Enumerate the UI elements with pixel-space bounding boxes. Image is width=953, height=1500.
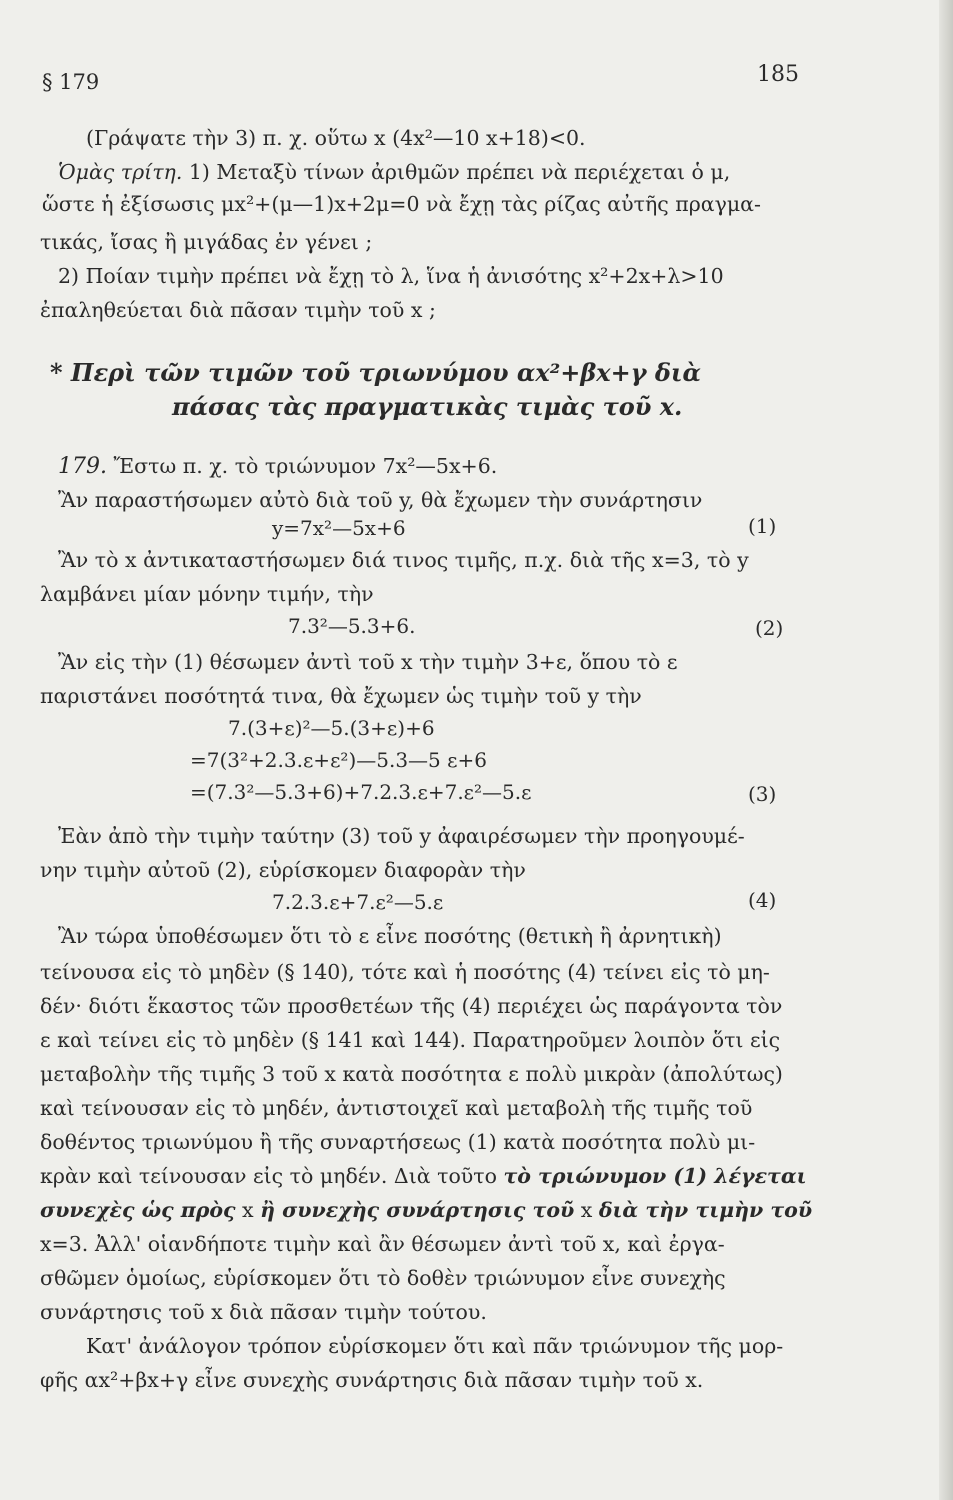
- exercise-group-line: [58, 158, 858, 186]
- text-line: ε καὶ τείνει εἰς τὸ μηδὲν (§ 141 καὶ 144). Παρατηροῦμεν λοιπὸν ὅτι εἰς: [40, 1028, 781, 1052]
- exercise-line: (Γράψατε τὴν 3) π. χ. οὕτω x (4x²—10 x+18)<0.: [86, 126, 586, 150]
- text-line: Ἂν τὸ x ἀντικαταστήσωμεν διά τινος τιμῆς, π.χ. διὰ τῆς x=3, τὸ y: [58, 548, 749, 572]
- text-line: Ἐὰν ἀπὸ τὴν τιμὴν ταύτην (3) τοῦ y ἀφαιρέσωμεν τὴν προηγουμέ-: [58, 824, 745, 848]
- page-edge-shadow: [939, 0, 953, 1500]
- equation-4-number: (4): [748, 888, 777, 912]
- text-line: συνάρτησις τοῦ x διὰ πᾶσαν τιμὴν τούτου.: [40, 1300, 487, 1324]
- text-line: παριστάνει ποσότητά τινα, θὰ ἔχωμεν ὡς τιμὴν τοῦ y τὴν: [40, 684, 642, 708]
- group-label: Ὁμὰς τρίτη.: [58, 160, 183, 184]
- exercise-line: ἐπαληθεύεται διὰ πᾶσαν τιμὴν τοῦ x ;: [40, 298, 436, 322]
- equation-1-number: (1): [748, 514, 777, 538]
- text-line: x=3. Ἀλλ' οἱανδήποτε τιμὴν καὶ ἂν θέσωμεν ἀντὶ τοῦ x, καὶ ἐργα-: [40, 1232, 725, 1256]
- group-line-rest: 1) Μεταξὺ τίνων ἀριθμῶν πρέπει νὰ περιέχεται ὁ μ,: [182, 160, 731, 184]
- equation-3b: =7(3²+2.3.ε+ε²)—5.3—5 ε+6: [190, 748, 487, 772]
- text-line: καὶ τείνουσαν εἰς τὸ μηδέν, ἀντιστοιχεῖ καὶ μεταβολὴ τῆς τιμῆς τοῦ: [40, 1096, 753, 1120]
- text-plain: x: [235, 1198, 261, 1222]
- paragraph-start: [58, 452, 858, 481]
- text-emphasis: ἢ συνεχὴς συνάρτησις τοῦ: [260, 1198, 575, 1222]
- text-plain: x: [574, 1198, 599, 1222]
- text-emphasis: τὸ τριώνυμον (1) λέγεται: [503, 1164, 807, 1188]
- text-line: φῆς αx²+βx+γ εἶνε συνεχὴς συνάρτησις διὰ πᾶσαν τιμὴν τοῦ x.: [40, 1368, 704, 1392]
- text-line: μεταβολὴν τῆς τιμῆς 3 τοῦ x κατὰ ποσότητα ε πολὺ μικρὰν (ἀπολύτως): [40, 1062, 783, 1086]
- equation-1: y=7x²—5x+6: [272, 516, 406, 540]
- text-plain: κρὰν καὶ τείνουσαν εἰς τὸ μηδέν. Διὰ τοῦτο: [40, 1164, 504, 1188]
- equation-2-number: (2): [755, 616, 784, 640]
- section-title-line2: πάσας τὰς πραγματικὰς τιμὰς τοῦ x.: [172, 392, 683, 421]
- section-header: § 179: [42, 70, 100, 94]
- exercise-line: τικάς, ἴσας ἢ μιγάδας ἐν γένει ;: [40, 230, 373, 254]
- text-line: νην τιμὴν αὐτοῦ (2), εὑρίσκομεν διαφορὰν τὴν: [40, 858, 526, 882]
- text-line: [40, 1162, 840, 1190]
- page-number: 185: [757, 62, 799, 87]
- text-line: Κατ' ἀνάλογον τρόπον εὑρίσκομεν ὅτι καὶ πᾶν τριώνυμον τῆς μορ-: [86, 1334, 784, 1358]
- text-line: τείνουσα εἰς τὸ μηδὲν (§ 140), τότε καὶ ἡ ποσότης (4) τείνει εἰς τὸ μη-: [40, 960, 770, 984]
- text-line: Ἂν τώρα ὑποθέσωμεν ὅτι τὸ ε εἶνε ποσότης (θετικὴ ἢ ἀρνητικὴ): [58, 924, 722, 948]
- text-line: δέν· διότι ἕκαστος τῶν προσθετέων τῆς (4) περιέχει ὡς παράγοντα τὸν: [40, 994, 783, 1018]
- text-line: [40, 1196, 840, 1224]
- exercise-line: 2) Ποίαν τιμὴν πρέπει νὰ ἔχῃ τὸ λ, ἵνα ἡ ἀνισότης x²+2x+λ>10: [58, 264, 724, 288]
- equation-3a: 7.(3+ε)²—5.(3+ε)+6: [228, 716, 435, 740]
- exercise-line: ὥστε ἡ ἐξίσωσις μx²+(μ—1)x+2μ=0 νὰ ἔχῃ τὰς ρίζας αὐτῆς πραγμα-: [42, 192, 761, 216]
- equation-4: 7.2.3.ε+7.ε²—5.ε: [272, 890, 444, 914]
- equation-3-number: (3): [748, 782, 777, 806]
- equation-2: 7.3²—5.3+6.: [288, 614, 416, 638]
- paragraph-number: 179.: [58, 454, 107, 479]
- text-line: δοθέντος τριωνύμου ἢ τῆς συναρτήσεως (1) κατὰ ποσότητα πολὺ μι-: [40, 1130, 756, 1154]
- text-line: σθῶμεν ὁμοίως, εὑρίσκομεν ὅτι τὸ δοθὲν τριώνυμον εἶνε συνεχὴς: [40, 1266, 726, 1290]
- text-line: Ἂν παραστήσωμεν αὐτὸ διὰ τοῦ y, θὰ ἔχωμεν τὴν συνάρτησιν: [58, 488, 703, 512]
- text-emphasis: συνεχὲς ὡς πρὸς: [40, 1198, 236, 1222]
- text-line: Ἂν εἰς τὴν (1) θέσωμεν ἀντὶ τοῦ x τὴν τιμὴν 3+ε, ὅπου τὸ ε: [58, 650, 678, 674]
- equation-3c: =(7.3²—5.3+6)+7.2.3.ε+7.ε²—5.ε: [190, 780, 532, 804]
- text-emphasis: διὰ τὴν τιμὴν τοῦ: [598, 1198, 813, 1222]
- section-title-line1: * Περὶ τῶν τιμῶν τοῦ τριωνύμου αx²+βx+γ διὰ: [50, 358, 701, 387]
- text-line: λαμβάνει μίαν μόνην τιμήν, τὴν: [40, 582, 374, 606]
- paragraph-text: Ἔστω π. χ. τὸ τριώνυμον 7x²—5x+6.: [106, 454, 498, 478]
